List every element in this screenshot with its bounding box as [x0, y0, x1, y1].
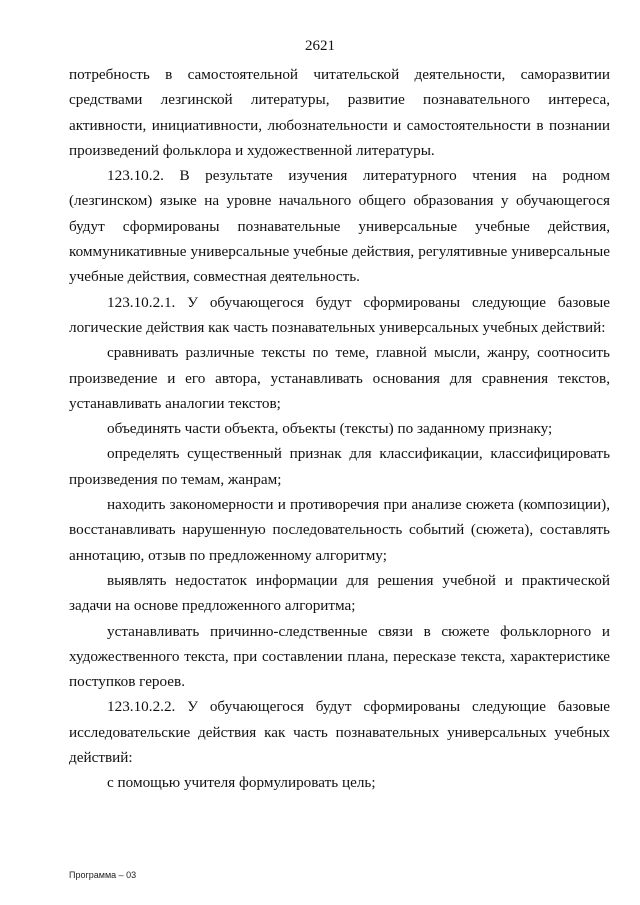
list-item-patterns: находить закономерности и противоречия при анализе сюжета (композиции), восстанавливать нарушенную последовательность событий (сюжета), составлять аннотацию, отзыв по предложенному алгоритму;	[69, 496, 610, 564]
paragraph-123-10-2-1: 123.10.2.1. У обучающегося будут сформированы следующие базовые логические действия как часть познавательных универсальных учебных действий:	[69, 293, 610, 336]
footer-label: Программа – 03	[69, 870, 137, 880]
list-item-compare: сравнивать различные тексты по теме, главной мысли, жанру, соотносить произведение и его автора, устанавливать основания для сравнения текстов, устанавливать аналогии текстов;	[69, 344, 610, 412]
paragraph-123-10-2-2: 123.10.2.2. У обучающегося будут сформированы следующие базовые исследовательские действия как часть познавательных универсальных учебных действий:	[69, 698, 610, 767]
list-item-goal: с помощью учителя формулировать цель;	[107, 774, 376, 792]
paragraph-123-10-2: 123.10.2. В результате изучения литературного чтения на родном (лезгинском) языке на уровне начального общего образования у обучающегося будут сформированы познавательные универсальные учебные действия, коммуникативные универсальные учебные действия, регулятивные универсальные учебные действия, совместная деятельность.	[69, 167, 610, 286]
document-body	[69, 62, 610, 796]
list-item-classify: определять существенный признак для классификации, классифицировать произведения по темам, жанрам;	[69, 445, 610, 488]
list-item-causality: устанавливать причинно-следственные связи в сюжете фольклорного и художественного текста, при составлении плана, пересказе текста, характеристике поступков героев.	[69, 622, 610, 691]
page-number: 2621	[305, 38, 335, 54]
list-item-combine: объединять части объекта, объекты (тексты) по заданному признаку;	[107, 420, 553, 438]
list-item-missing-info: выявлять недостаток информации для решения учебной и практической задачи на основе предложенного алгоритма;	[69, 571, 610, 615]
paragraph-continuation: потребность в самостоятельной читательской деятельности, саморазвитии средствами лезгинской литературы, развитие познавательного интереса, активности, инициативности, любознательности и самостоятельности в познании произведений фольклора и художественной литературы.	[69, 66, 610, 159]
